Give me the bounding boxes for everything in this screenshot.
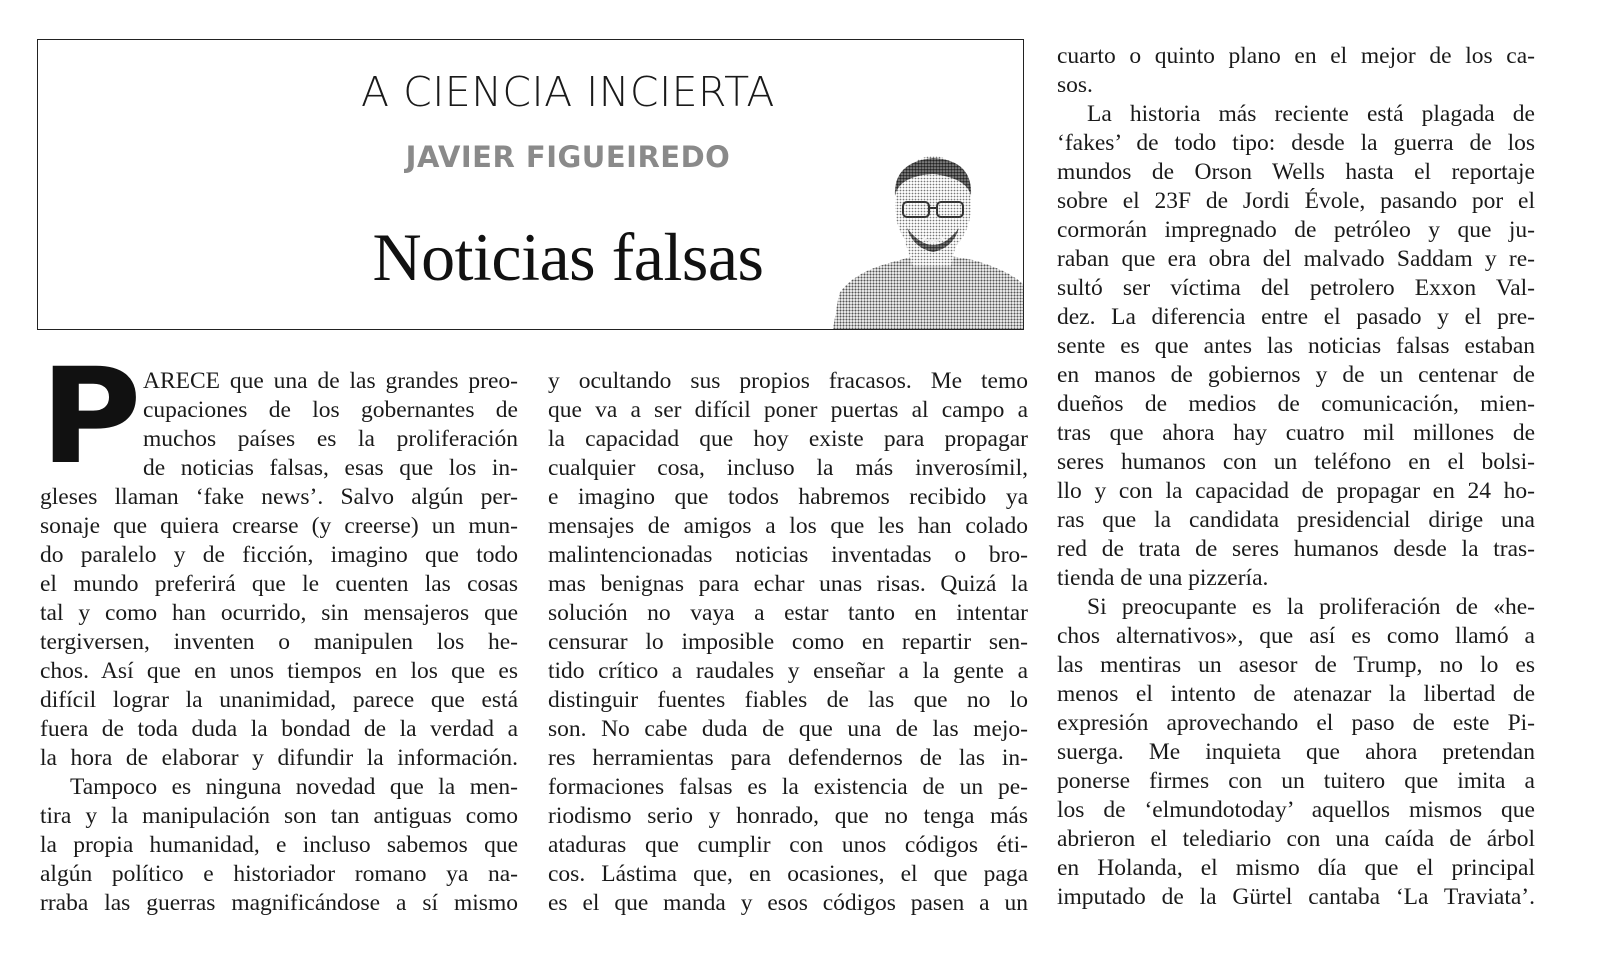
text-line: e imagino que todos habremos recibido ya [548, 484, 1028, 510]
author-name: JAVIER FIGUEIREDO [405, 140, 731, 174]
text-line: menos el intento de atenazar la libertad de [1057, 681, 1535, 707]
text-line: chos alternativos», que así es como llamó a [1057, 623, 1535, 649]
text-line: cos. Lástima que, en ocasiones, el que paga [548, 861, 1028, 887]
text-line: es el que manda y esos códigos pasen a un [548, 890, 1028, 916]
text-line: dez. La diferencia entre el pasado y el pre- [1057, 304, 1535, 330]
text-line: abrieron el telediario con una caída de árbol [1057, 826, 1535, 852]
text-line: ponerse firmes con un tuitero que imita a [1057, 768, 1535, 794]
text-line: son. No cabe duda de que una de las mejo- [548, 716, 1028, 742]
text-line: expresión aprovechando el paso de este Pi- [1057, 710, 1535, 736]
text-line: solución no vaya a estar tanto en intentar [548, 600, 1028, 626]
text-line: en Holanda, el mismo día que el principal [1057, 855, 1535, 881]
text-line: formaciones falsas es la existencia de un pe- [548, 774, 1028, 800]
text-line: algún político e historiador romano ya na- [40, 861, 518, 887]
text-line: tras que ahora hay cuatro mil millones de [1057, 420, 1535, 446]
text-line: fuera de toda duda la bondad de la verdad a [40, 716, 518, 742]
text-line: sonaje que quiera crearse (y creerse) un mun- [40, 513, 518, 539]
text-line: tienda de una pizzería. [1057, 565, 1269, 591]
column-header-box [37, 39, 1024, 330]
text-line: difícil lograr la unanimidad, parece que está [40, 687, 518, 713]
text-line: tido crítico a raudales y enseñar a la gente a [548, 658, 1028, 684]
drop-cap: P [40, 340, 142, 494]
text-line: sos. [1057, 72, 1093, 98]
text-line: cupaciones de los gobernantes de [143, 397, 518, 423]
text-line: tal y como han ocurrido, sin mensajeros que [40, 600, 518, 626]
text-line: el mundo preferirá que le cuenten las cosas [40, 571, 518, 597]
text-line: imputado de la Gürtel cantaba ‘La Traviata’. [1057, 884, 1535, 910]
text-line: muchos países es la proliferación [143, 426, 518, 452]
article-column-2 [548, 367, 1028, 918]
text-line: que va a ser difícil poner puertas al campo a [548, 397, 1028, 423]
text-line: res herramientas para defendernos de las in- [548, 745, 1028, 771]
article-column-3 [1057, 42, 1535, 912]
text-line: chos. Así que en unos tiempos en los que es [40, 658, 518, 684]
text-line: cualquier cosa, incluso la más inverosímil, [548, 455, 1028, 481]
text-line: riodismo serio y honrado, que no tenga más [548, 803, 1028, 829]
text-line: cuarto o quinto plano en el mejor de los ca- [1057, 43, 1535, 69]
text-line: rraba las guerras magnificándose a sí mismo [40, 890, 518, 916]
text-line: censurar lo imposible como en repartir sen- [548, 629, 1028, 655]
text-line: los de ‘elmundotoday’ aquellos mismos que [1057, 797, 1535, 823]
text-line: do paralelo y de ficción, imagino que todo [40, 542, 518, 568]
text-line: gleses llaman ‘fake news’. Salvo algún per- [40, 484, 518, 510]
text-line: las mentiras un asesor de Trump, no lo es [1057, 652, 1535, 678]
text-line: suerga. Me inquieta que ahora pretendan [1057, 739, 1535, 765]
author-portrait-icon [833, 144, 1023, 329]
text-line: la capacidad que hoy existe para propagar [548, 426, 1028, 452]
text-line: mundos de Orson Wells hasta el reportaje [1057, 159, 1535, 185]
headline: Noticias falsas [372, 219, 764, 295]
text-line: la propia humanidad, e incluso sabemos que [40, 832, 518, 858]
article-column-1 [40, 340, 518, 918]
text-line: red de trata de seres humanos desde la tras- [1057, 536, 1535, 562]
text-line: sultó ser víctima del petrolero Exxon Val- [1057, 275, 1535, 301]
text-line: ARECE que una de las grandes preo- [143, 368, 518, 394]
text-line: raban que era obra del malvado Saddam y re- [1057, 246, 1535, 272]
text-line: en manos de gobiernos y de un centenar de [1057, 362, 1535, 388]
text-line: tira y la manipulación son tan antiguas como [40, 803, 518, 829]
text-line: seres humanos con un teléfono en el bolsi- [1057, 449, 1535, 475]
text-line: mas benignas para echar unas risas. Quizá la [548, 571, 1028, 597]
text-line: distinguir fuentes fiables de las que no lo [548, 687, 1028, 713]
text-line: la hora de elaborar y difundir la información. [40, 745, 518, 771]
text-line: Tampoco es ninguna novedad que la men- [70, 774, 518, 800]
text-line: de noticias falsas, esas que los in- [143, 455, 518, 481]
text-line: ras que la candidata presidencial dirige una [1057, 507, 1535, 533]
text-line: llo y con la capacidad de propagar en 24 ho- [1057, 478, 1535, 504]
text-line: tergiversen, inventen o manipulen los he- [40, 629, 518, 655]
text-line: cormorán impregnado de petróleo y que ju- [1057, 217, 1535, 243]
text-line: sente es que antes las noticias falsas estaban [1057, 333, 1535, 359]
text-line: ‘fakes’ de todo tipo: desde la guerra de los [1057, 130, 1535, 156]
text-line: La historia más reciente está plagada de [1087, 101, 1535, 127]
text-line: sobre el 23F de Jordi Évole, pasando por el [1057, 188, 1535, 214]
text-line: ataduras que cumplir con unos códigos éti- [548, 832, 1028, 858]
text-line: dueños de medios de comunicación, mien- [1057, 391, 1535, 417]
text-line: malintencionadas noticias inventadas o bro- [548, 542, 1028, 568]
text-line: y ocultando sus propios fracasos. Me temo [548, 368, 1028, 394]
text-line: mensajes de amigos a los que les han colado [548, 513, 1028, 539]
text-line: Si preocupante es la proliferación de «he- [1087, 594, 1535, 620]
section-title: A CIENCIA INCIERTA [361, 68, 775, 116]
